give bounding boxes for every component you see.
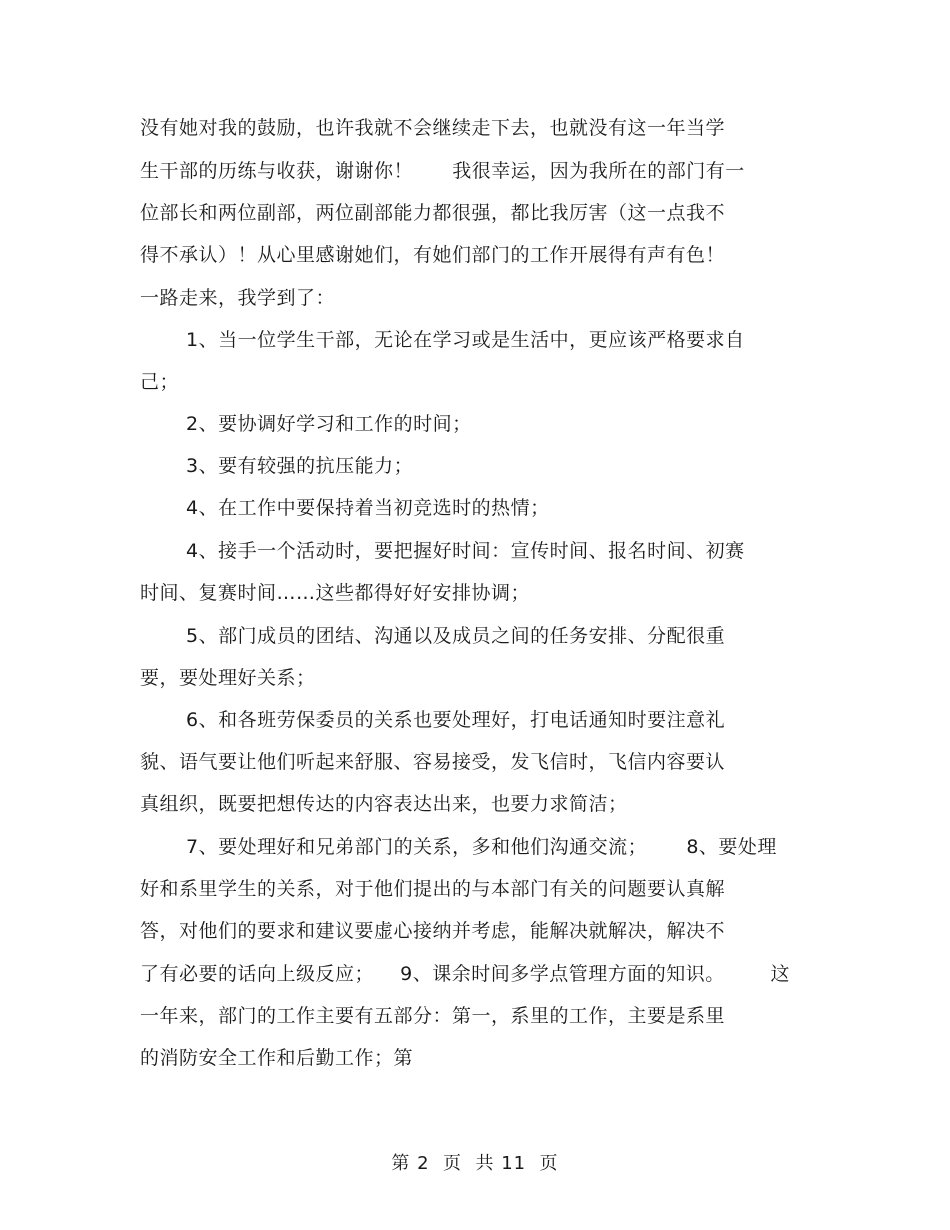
list-item-3: 3、要有较强的抗压能力； bbox=[186, 455, 414, 477]
list-item-6: 6、和各班劳保委员的关系也要处理好，打电话通知时要注意礼 bbox=[186, 709, 726, 731]
text-line-summary-1: 一年来，部门的工作主要有五部分：第一，系里的工作，主要是系里 bbox=[140, 1005, 726, 1027]
text-line-2: 生干部的历练与收获，谢谢你！ 我很幸运，因为我所在的部门有一 bbox=[140, 160, 745, 182]
page-number-footer: 第 2 页 共 11 页 bbox=[391, 1153, 559, 1174]
list-item-6-cont-1: 貌、语气要让他们听起来舒服、容易接受，发飞信时，飞信内容要认 bbox=[140, 751, 726, 773]
list-item-1: 1、当一位学生干部，无论在学习或是生活中，更应该严格要求自 bbox=[186, 329, 745, 351]
list-item-1-cont: 己； bbox=[140, 371, 180, 393]
list-item-4b: 4、接手一个活动时，要把握好时间：宣传时间、报名时间、初赛 bbox=[186, 540, 745, 562]
list-item-5: 5、部门成员的团结、沟通以及成员之间的任务安排、分配很重 bbox=[186, 625, 726, 647]
list-item-5-cont: 要，要处理好关系； bbox=[140, 667, 316, 689]
text-line-1: 没有她对我的鼓励，也许我就不会继续走下去，也就没有这一年当学 bbox=[140, 117, 726, 139]
text-line-summary-2: 的消防安全工作和后勤工作；第 bbox=[140, 1047, 414, 1069]
text-line-4: 得不承认）！从心里感谢她们，有她们部门的工作开展得有声有色！ bbox=[140, 244, 726, 266]
list-item-4b-cont: 时间、复赛时间……这些都得好好安排协调； bbox=[140, 582, 531, 604]
list-item-7: 7、要处理好和兄弟部门的关系，多和他们沟通交流； 8、要处理 bbox=[186, 836, 777, 858]
list-item-8-cont-2: 答，对他们的要求和建议要虚心接纳并考虑，能解决就解决，解决不 bbox=[140, 920, 726, 942]
list-item-4: 4、在工作中要保持着当初竞选时的热情； bbox=[186, 497, 550, 519]
text-line-3: 位部长和两位副部，两位副部能力都很强，都比我厉害（这一点我不 bbox=[140, 202, 726, 224]
list-item-9: 了有必要的话向上级反应； 9、课余时间多学点管理方面的知识。 这 bbox=[140, 963, 791, 985]
text-line-5: 一路走来，我学到了： bbox=[140, 287, 336, 309]
list-item-8-cont-1: 好和系里学生的关系，对于他们提出的与本部门有关的问题要认真解 bbox=[140, 878, 726, 900]
list-item-2: 2、要协调好学习和工作的时间； bbox=[186, 413, 472, 435]
list-item-6-cont-2: 真组织，既要把想传达的内容表达出来，也要力求简洁； bbox=[140, 793, 628, 815]
